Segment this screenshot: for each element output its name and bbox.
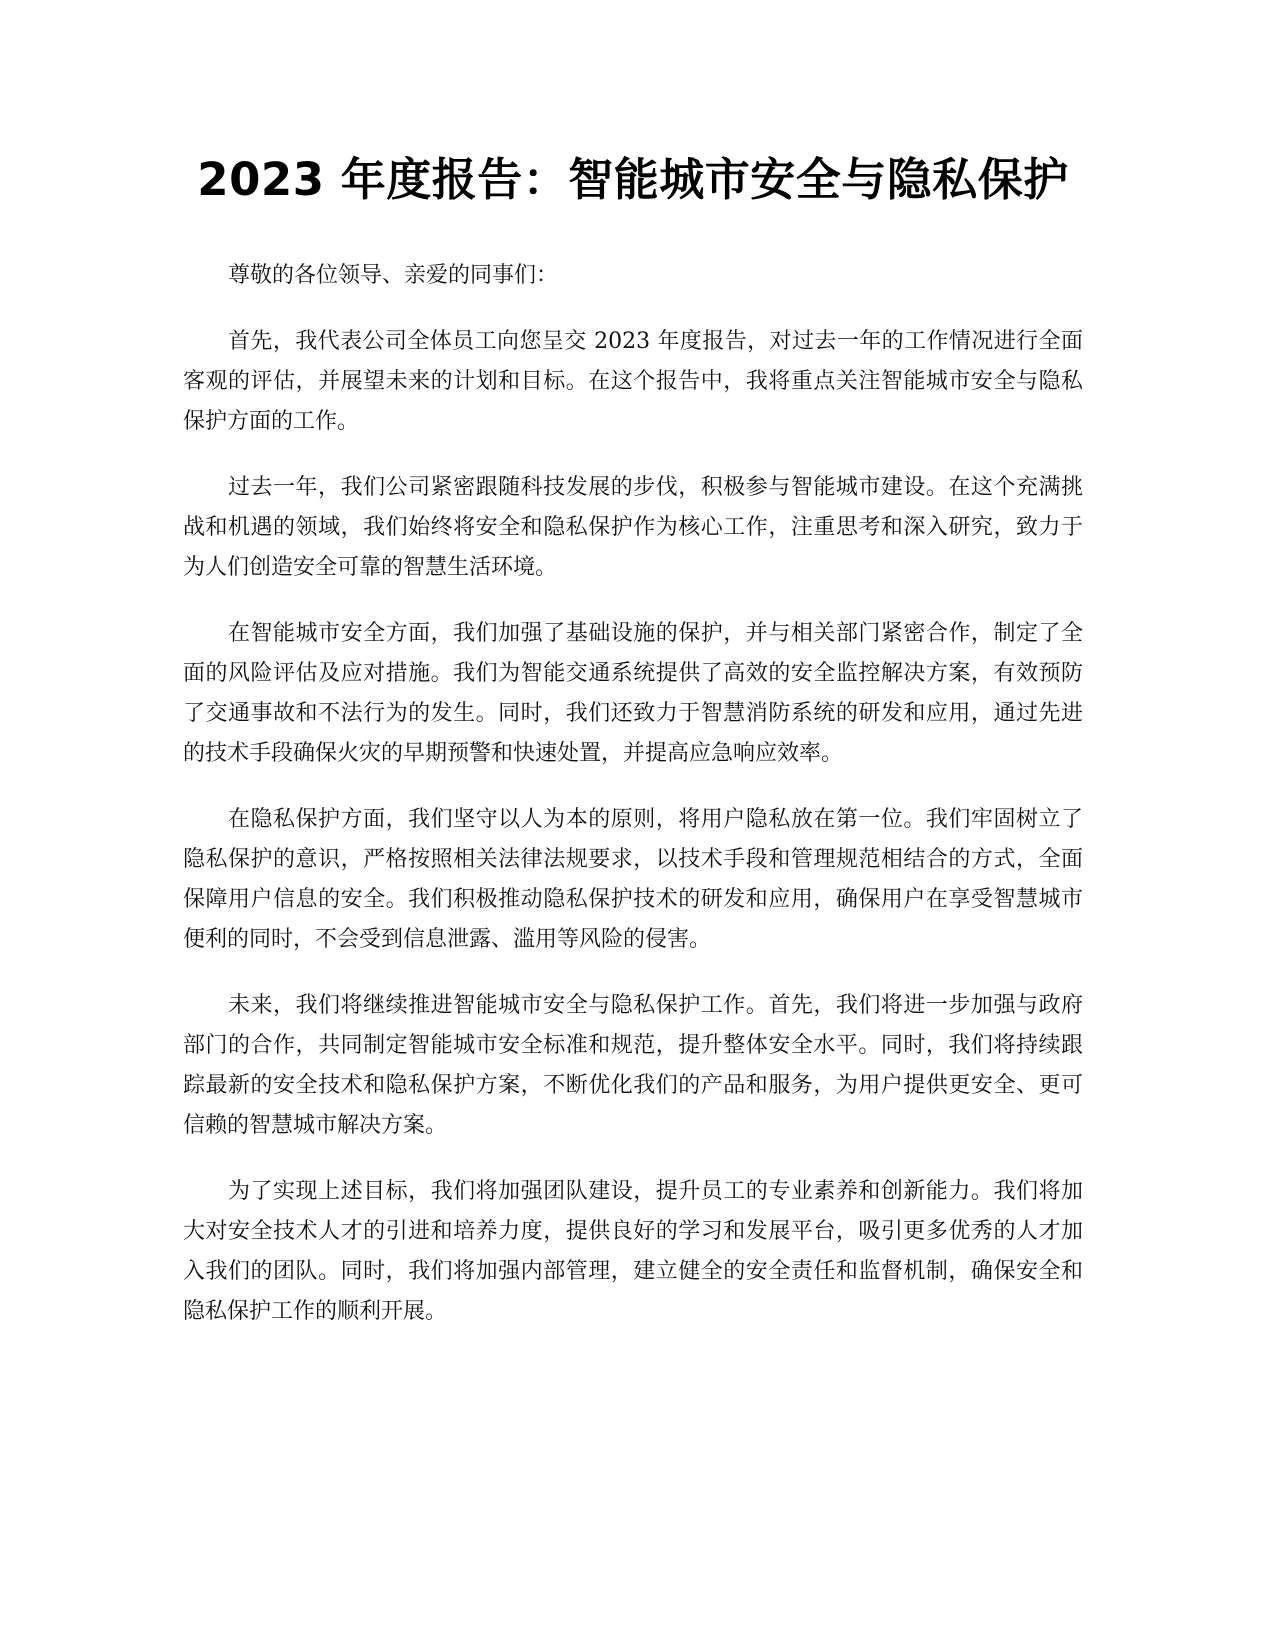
greeting: 尊敬的各位领导、亲爱的同事们：	[228, 263, 559, 288]
paragraph-1: 首先，我代表公司全体员工向您呈交 2023 年度报告，对过去一年的工作情况进行全面客观的评估，并展望未来的计划和目标。在这个报告中，我将重点关注智能城市安全与隐私保护方面的工作。	[183, 329, 1083, 434]
paragraph-2: 过去一年，我们公司紧密跟随科技发展的步伐，积极参与智能城市建设。在这个充满挑战和机遇的领域，我们始终将安全和隐私保护作为核心工作，注重思考和深入研究，致力于为人们创造安全可靠的智慧生活环境。	[183, 475, 1083, 580]
document-title: 2023 年度报告：智能城市安全与隐私保护	[197, 153, 1069, 206]
paragraph-5: 未来，我们将继续推进智能城市安全与隐私保护工作。首先，我们将进一步加强与政府部门的合作，共同制定智能城市安全标准和规范，提升整体安全水平。同时，我们将持续跟踪最新的安全技术和隐私保护方案，不断优化我们的产品和服务，为用户提供更安全、更可信赖的智慧城市解决方案。	[183, 993, 1083, 1138]
paragraph-6: 为了实现上述目标，我们将加强团队建设，提升员工的专业素养和创新能力。我们将加大对安全技术人才的引进和培养力度，提供良好的学习和发展平台，吸引更多优秀的人才加入我们的团队。同时，我们将加强内部管理，建立健全的安全责任和监督机制，确保安全和隐私保护工作的顺利开展。	[183, 1179, 1083, 1324]
paragraph-4: 在隐私保护方面，我们坚守以人为本的原则，将用户隐私放在第一位。我们牢固树立了隐私保护的意识，严格按照相关法律法规要求，以技术手段和管理规范相结合的方式，全面保障用户信息的安全。我们积极推动隐私保护技术的研发和应用，确保用户在享受智慧城市便利的同时，不会受到信息泄露、滥用等风险的侵害。	[183, 807, 1083, 952]
document-page	[183, 140, 1083, 1332]
paragraph-3: 在智能城市安全方面，我们加强了基础设施的保护，并与相关部门紧密合作，制定了全面的风险评估及应对措施。我们为智能交通系统提供了高效的安全监控解决方案，有效预防了交通事故和不法行为的发生。同时，我们还致力于智慧消防系统的研发和应用，通过先进的技术手段确保火灾的早期预警和快速处置，并提高应急响应效率。	[183, 621, 1083, 766]
